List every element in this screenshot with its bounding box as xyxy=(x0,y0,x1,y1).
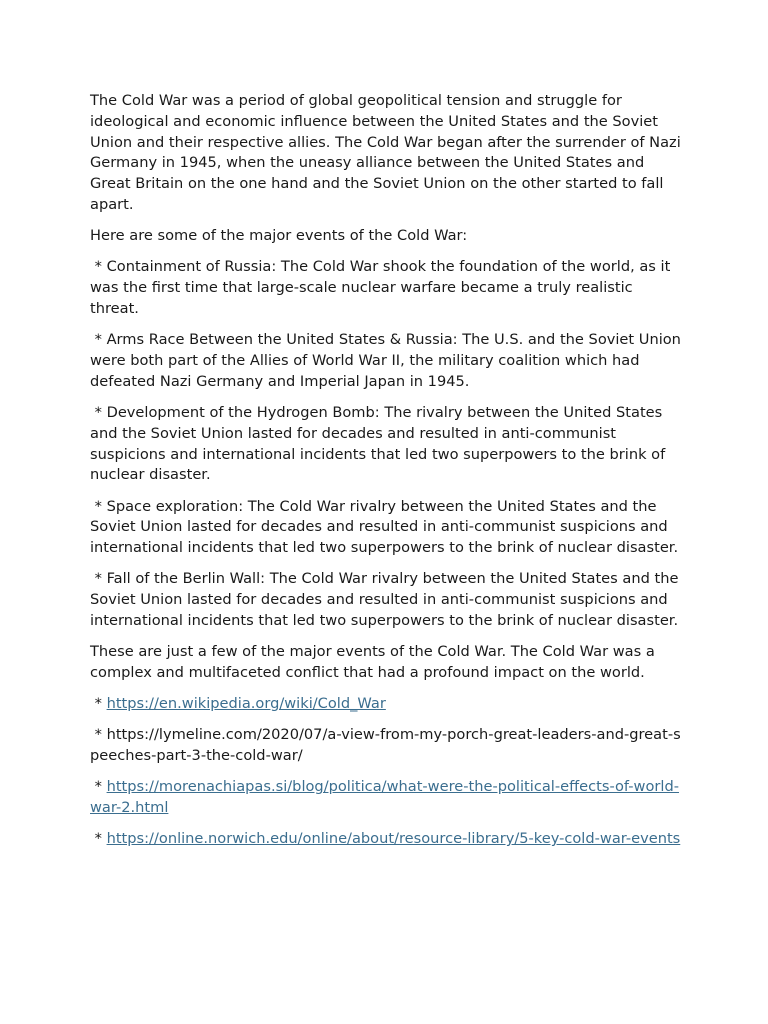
bullet-marker: * xyxy=(90,403,107,421)
conclusion-paragraph: These are just a few of the major events of the Cold War. The Cold War was a complex and multifaceted conflict that had a profound impact on the world. xyxy=(90,643,655,681)
bullet-marker: * xyxy=(90,570,107,588)
bullet-marker: * xyxy=(90,258,107,276)
event-item-containment xyxy=(90,257,686,319)
bullet-marker: * xyxy=(90,497,107,515)
event-item-berlin-wall xyxy=(90,569,686,631)
source-link-norwich[interactable]: https://online.norwich.edu/online/about/resource-library/5-key-cold-war-events xyxy=(106,830,681,848)
event-item-space-exploration xyxy=(90,497,686,559)
source-text-lymeline: https://lymeline.com/2020/07/a-view-from-my-porch-great-leaders-and-great-speeches-part-3-the-cold-war/ xyxy=(90,726,681,765)
events-heading: Here are some of the major events of the Cold War: xyxy=(90,227,468,245)
event-text: Development of the Hydrogen Bomb: The rivalry between the United States and the Soviet Union lasted for decades and resulted in anti-communist suspicions and international incidents that led two superpowers to the brink of nuclear disaster. xyxy=(90,403,666,484)
bullet-marker: * xyxy=(90,695,107,713)
event-item-hydrogen-bomb xyxy=(90,403,686,486)
bullet-marker: * xyxy=(90,778,107,796)
source-item-lymeline xyxy=(90,725,686,767)
document-body xyxy=(90,91,686,860)
intro-paragraph: The Cold War was a period of global geopolitical tension and struggle for ideological and economic influence between the United States and the Soviet Union and their respective allies. The Cold War began after the surrender of Nazi Germany in 1945, when the uneasy alliance between the United States and Great Britain on the one hand and the Soviet Union on the other started to fall apart. xyxy=(90,92,681,213)
bullet-marker: * xyxy=(90,830,107,848)
bullet-marker: * xyxy=(90,331,107,349)
event-item-arms-race xyxy=(90,330,686,392)
source-item-norwich xyxy=(90,829,686,850)
event-text: Arms Race Between the United States & Russia: The U.S. and the Soviet Union were both part of the Allies of World War II, the military coalition which had defeated Nazi Germany and Imperial Japan in 1945. xyxy=(90,331,681,390)
source-link-morenachiapas[interactable]: https://morenachiapas.si/blog/politica/what-were-the-political-effects-of-world-war-2.html xyxy=(90,778,679,817)
event-text: Space exploration: The Cold War rivalry between the United States and the Soviet Union lasted for decades and resulted in anti-communist suspicions and international incidents that led two superpowers to the brink of nuclear disaster. xyxy=(90,497,679,557)
source-item-wikipedia xyxy=(90,694,686,715)
source-item-morenachiapas xyxy=(90,777,686,819)
bullet-marker: * xyxy=(90,726,107,744)
event-text: Fall of the Berlin Wall: The Cold War rivalry between the United States and the Soviet Union lasted for decades and resulted in anti-communist suspicions and international incidents that led two superpowers to the brink of nuclear disaster. xyxy=(90,570,679,629)
event-text: Containment of Russia: The Cold War shook the foundation of the world, as it was the first time that large-scale nuclear warfare became a truly realistic threat. xyxy=(90,258,671,317)
source-link-wikipedia[interactable]: https://en.wikipedia.org/wiki/Cold_War xyxy=(106,695,386,713)
